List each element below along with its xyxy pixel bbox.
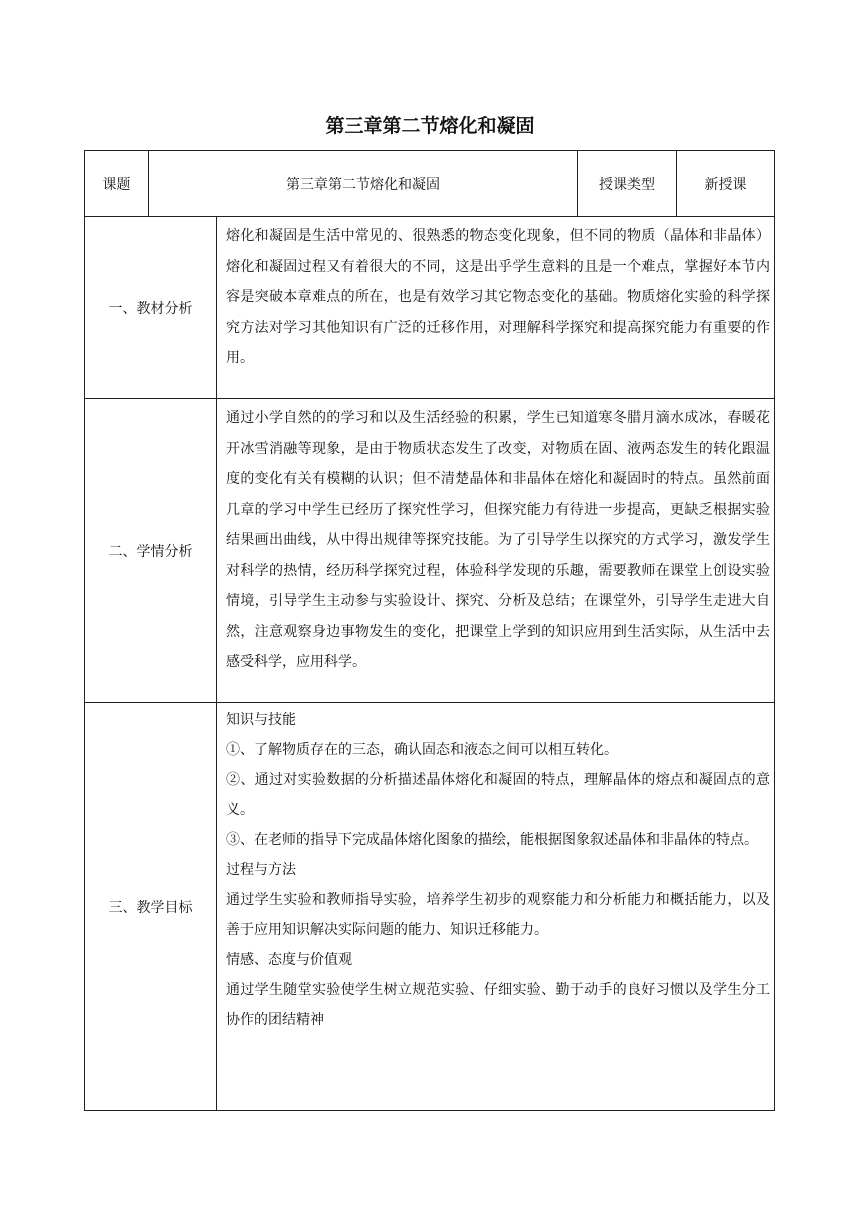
page-title: 第三章第二节熔化和凝固	[325, 115, 535, 137]
lesson-type-value-cell: 新授课	[704, 176, 747, 193]
goal-item: 通过学生随堂实验使学生树立规范实验、仔细实验、勤于动手的良好习惯以及学生分工协作的团结精神	[226, 982, 770, 1028]
lesson-plan-table	[84, 150, 775, 1111]
goal-item: ②、通过对实验数据的分析描述晶体熔化和凝固的特点，理解晶体的熔点和凝固点的意义。	[226, 772, 770, 818]
section-text: 熔化和凝固是生活中常见的、很熟悉的物态变化现象，但不同的物质（晶体和非晶体）熔化和凝固过程又有着很大的不同，这是出乎学生意料的且是一个难点，掌握好本节内容是突破本章难点的所在，也是有效学习其它物态变化的基础。物质熔化实验的科学探究方法对学习其他知识有广泛的迁移作用，对理解科学探究和提高探究能力有重要的作用。	[226, 228, 770, 366]
section-label: 一、教材分析	[85, 217, 217, 398]
section-text: 通过小学自然的的学习和以及生活经验的积累，学生已知道寒冬腊月滴水成冰，春暖花开冰雪消融等现象，是由于物质状态发生了改变，对物质在固、液两态发生的转化跟温度的变化有关有模糊的认识；但不清楚晶体和非晶体在熔化和凝固时的特点。虽然前面几章的学习中学生已经历了探究性学习，但探究能力有待进一步提高，更缺乏根据实验结果画出曲线，从中得出规律等探究技能。为了引导学生以探究的方式学习，激发学生对科学的热情，经历科学探究过程，体验科学发现的乐趣，需要教师在课堂上创设实验情境，引导学生主动参与实验设计、探究、分析及总结；在课堂外，引导学生走进大自然，注意观察身边事物发生的变化，把课堂上学到的知识应用到生活实际，从生活中去感受科学，应用科学。	[226, 410, 770, 670]
goal-item: ①、了解物质存在的三态，确认固态和液态之间可以相互转化。	[226, 742, 618, 758]
section-textbook-analysis	[85, 217, 774, 399]
table-header-row	[85, 151, 774, 217]
lesson-type-label-cell: 授课类型	[578, 151, 677, 216]
section-student-analysis	[85, 399, 774, 703]
section-label: 二、学情分析	[85, 399, 217, 702]
course-title-cell: 第三章第二节熔化和凝固	[149, 151, 578, 216]
goal-heading-knowledge: 知识与技能	[226, 712, 296, 728]
section-label: 三、教学目标	[85, 703, 217, 1110]
course-label-cell: 课题	[85, 151, 149, 216]
goal-heading-process: 过程与方法	[226, 862, 296, 878]
goal-item: ③、在老师的指导下完成晶体熔化图象的描绘，能根据图象叙述晶体和非晶体的特点。	[226, 832, 758, 848]
goal-item: 通过学生实验和教师指导实验，培养学生初步的观察能力和分析能力和概括能力，以及善于应用知识解决实际问题的能力、知识迁移能力。	[226, 892, 770, 938]
goal-heading-attitude: 情感、态度与价值观	[226, 952, 352, 968]
section-teaching-goals	[85, 703, 774, 1110]
section-text	[217, 703, 774, 1110]
